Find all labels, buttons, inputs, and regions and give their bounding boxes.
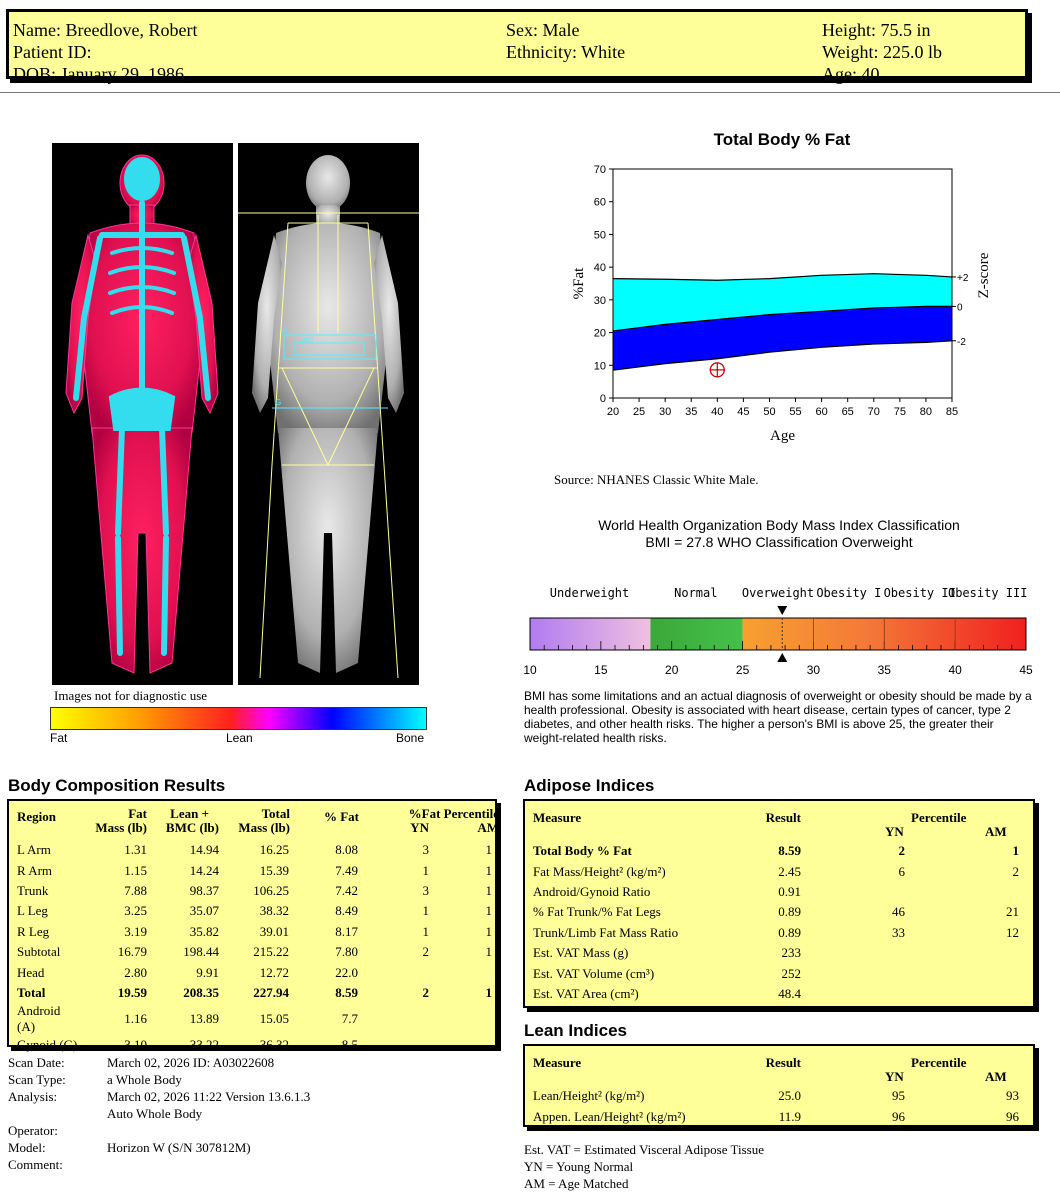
- table-row: [533, 963, 1019, 983]
- yn-percentile-cell: 1: [422, 923, 429, 939]
- bmi-tick-label: 15: [594, 663, 608, 677]
- fat-mass-cell: 3.19: [124, 923, 147, 939]
- x-tick-label: 30: [659, 406, 672, 418]
- x-axis-label: Age: [770, 428, 795, 444]
- result-cell: 11.9: [778, 1108, 801, 1124]
- bmi-category-label: Obesity I: [816, 586, 882, 600]
- x-tick-label: 25: [632, 406, 646, 418]
- region-cell: Subtotal: [17, 944, 61, 960]
- table-row: [17, 860, 492, 880]
- measure-cell: Lean/Height² (kg/m²): [533, 1088, 645, 1104]
- col-total-mass: [217, 807, 290, 835]
- am-percentile-cell: [429, 1035, 492, 1055]
- fat-mass-cell: 1.31: [124, 842, 147, 858]
- yn-percentile-cell: 2: [898, 843, 905, 859]
- table-row: [17, 962, 492, 982]
- result-cell: 0.89: [778, 924, 801, 940]
- scan-info-value: March 02, 2026 ID: A03022608: [107, 1055, 275, 1070]
- col-lean-bmc: [142, 807, 219, 835]
- abbreviation-note: YN = Young Normal: [524, 1159, 634, 1174]
- body-comp-title: Body Composition Results: [8, 776, 226, 795]
- col-total-line2: Mass (lb): [238, 820, 290, 835]
- patient-name: Name: Breedlove, Robert: [13, 20, 198, 40]
- bmi-tick-label: 10: [523, 663, 537, 677]
- scan-info: [8, 1054, 508, 1184]
- am-percentile-cell: 1: [1012, 843, 1019, 859]
- adipose-col-percentile: Percentile: [911, 810, 967, 825]
- am-percentile-cell: 21: [1006, 904, 1019, 920]
- scan-info-label: Analysis:: [8, 1089, 58, 1104]
- fat-mass-cell: 1.16: [124, 1011, 147, 1027]
- vat-region-label: VAT: [300, 336, 315, 345]
- lean-bmc-cell: 98.37: [189, 882, 219, 898]
- x-tick-label: 35: [685, 406, 698, 418]
- table-row: [533, 902, 1019, 922]
- total-mass-cell: 215.22: [253, 944, 289, 960]
- x-tick-label: 20: [606, 406, 620, 418]
- bmi-value-text: BMI = 27.8 WHO Classification Overweight: [645, 534, 913, 550]
- scan-info-value: [107, 1156, 310, 1173]
- am-percentile-cell: 1: [485, 923, 492, 939]
- z-score-axis-label: Z-score: [976, 252, 992, 299]
- gynoid-region-label: G: [275, 398, 282, 407]
- patient-dob: DOB: January 29, 1986: [13, 64, 184, 84]
- yn-percentile-cell: 2: [422, 944, 429, 960]
- chart-title: Total Body % Fat: [713, 130, 851, 149]
- result-cell: 0.89: [778, 904, 801, 920]
- fat-mass-cell: 16.79: [117, 944, 147, 960]
- pct-fat-cell: 7.42: [335, 882, 358, 898]
- am-percentile-cell: 1: [485, 903, 492, 919]
- am-percentile-cell: 96: [1006, 1108, 1019, 1124]
- col-percentile: %Fat Percentile: [408, 806, 499, 821]
- result-cell: 48.4: [778, 985, 801, 1001]
- x-tick-label: 55: [789, 406, 802, 418]
- region-cell: L Leg: [17, 903, 48, 919]
- total-mass-cell: 39.01: [259, 923, 289, 939]
- lean-bmc-cell: 35.82: [189, 923, 219, 939]
- measure-cell: Fat Mass/Height² (kg/m²): [533, 863, 666, 879]
- result-cell: 0.91: [778, 883, 801, 899]
- region-cell: R Leg: [17, 923, 50, 939]
- z-tick-label: -2: [957, 336, 966, 348]
- scan-info-value: a Whole Body: [107, 1072, 182, 1087]
- scale-label-bone: Bone: [396, 731, 425, 745]
- fat-mass-cell: 2.80: [124, 964, 147, 980]
- scale-label-lean: Lean: [226, 731, 253, 745]
- measure-cell: % Fat Trunk/% Fat Legs: [533, 904, 661, 920]
- y-tick-label: 50: [593, 229, 606, 242]
- adipose-col-am: AM: [985, 824, 1007, 839]
- table-row: [17, 840, 492, 860]
- pct-fat-cell: 22.0: [335, 964, 358, 980]
- am-percentile-cell: [905, 963, 1019, 983]
- table-row: [17, 1003, 492, 1035]
- bmi-scale: [520, 580, 1040, 680]
- abbreviation-note: Est. VAT = Estimated Visceral Adipose Tissue: [524, 1142, 764, 1157]
- diagnostic-disclaimer: Images not for diagnostic use: [54, 688, 208, 703]
- result-cell: 2.45: [778, 863, 801, 879]
- y-tick-label: 20: [593, 327, 606, 340]
- result-cell: 233: [781, 945, 801, 961]
- col-lean-line2: BMC (lb): [165, 820, 219, 835]
- lean-panel: [523, 1044, 1035, 1127]
- yn-percentile-cell: [801, 943, 905, 963]
- bmi-category-label: Overweight: [741, 586, 815, 600]
- am-percentile-cell: [429, 962, 492, 982]
- tissue-color-scale: [50, 707, 427, 730]
- body-comp-table: [17, 840, 492, 1056]
- bmi-tick-label: 40: [948, 663, 962, 677]
- scan-info-label: [8, 1105, 66, 1122]
- bmi-title: [540, 517, 1018, 551]
- measure-cell: Est. VAT Area (cm²): [533, 985, 639, 1001]
- scan-info-label: Scan Date:: [8, 1055, 65, 1070]
- am-percentile-cell: 1: [485, 842, 492, 858]
- measure-cell: Est. VAT Volume (cm³): [533, 965, 655, 981]
- adipose-panel: [523, 799, 1035, 1008]
- bmi-tick-label: 35: [877, 663, 891, 677]
- yn-percentile-cell: [358, 1003, 429, 1035]
- scan-info-label: Comment:: [8, 1157, 63, 1172]
- pct-fat-cell: 7.7: [341, 1011, 358, 1027]
- lean-col-measure: Measure: [533, 1055, 582, 1070]
- body-comp-panel: [7, 799, 499, 1053]
- am-percentile-cell: 93: [1006, 1088, 1019, 1104]
- scan-info-value: Auto Whole Body: [107, 1106, 203, 1121]
- table-row: [17, 922, 492, 942]
- lean-bmc-cell: 33.22: [189, 1037, 219, 1053]
- scan-info-value: Horizon W (S/N 307812M): [107, 1140, 251, 1155]
- region-cell: Total: [17, 984, 46, 1000]
- measure-cell: Est. VAT Mass (g): [533, 945, 629, 961]
- bmi-marker-bottom: [777, 653, 787, 662]
- fat-percentile-chart: [560, 155, 1000, 450]
- adipose-title: Adipose Indices: [524, 776, 655, 795]
- lean-bmc-cell: 9.91: [196, 964, 219, 980]
- bmi-tick-label: 20: [665, 663, 679, 677]
- bmi-heading: World Health Organization Body Mass Index Classification: [598, 517, 960, 533]
- y-tick-label: 40: [593, 262, 606, 275]
- table-row: [533, 943, 1019, 963]
- scale-label-fat: Fat: [50, 731, 68, 745]
- table-row: [533, 984, 1019, 1004]
- lean-col-am: AM: [985, 1069, 1007, 1084]
- total-mass-cell: 36.32: [259, 1037, 289, 1053]
- yn-percentile-cell: 46: [892, 904, 905, 920]
- lean-col-percentile: Percentile: [911, 1055, 967, 1070]
- x-tick-label: 45: [737, 406, 750, 418]
- table-row: [533, 841, 1019, 861]
- am-percentile-cell: 1: [485, 984, 492, 1000]
- region-cell: R Arm: [17, 862, 53, 878]
- pct-fat-cell: 8.49: [335, 903, 358, 919]
- yn-percentile-cell: 96: [892, 1108, 905, 1124]
- measure-cell: Trunk/Limb Fat Mass Ratio: [533, 924, 679, 940]
- lean-col-result: Result: [765, 1055, 801, 1070]
- fat-mass-cell: 3.25: [124, 903, 147, 919]
- am-percentile-cell: 1: [485, 862, 492, 878]
- pct-fat-cell: 8.17: [335, 923, 358, 939]
- lean-title: Lean Indices: [524, 1021, 627, 1040]
- scan-info-label: Model:: [8, 1140, 46, 1155]
- total-mass-cell: 16.25: [259, 842, 289, 858]
- header-divider: [0, 92, 1060, 93]
- col-fat-line2: Mass (lb): [95, 820, 147, 835]
- table-row: [533, 882, 1019, 902]
- am-percentile-cell: 2: [1012, 863, 1019, 879]
- pct-fat-cell: 7.80: [335, 944, 358, 960]
- table-row: [17, 901, 492, 921]
- y-tick-label: 30: [593, 294, 606, 307]
- table-row: [17, 1035, 492, 1055]
- pct-fat-cell: 7.49: [335, 862, 358, 878]
- am-percentile-cell: [905, 984, 1019, 1004]
- measure-cell: Android/Gynoid Ratio: [533, 883, 651, 899]
- result-cell: 252: [781, 965, 801, 981]
- bmi-category-label: Underweight: [549, 586, 630, 600]
- table-row: [17, 881, 492, 901]
- abbreviation-notes: [524, 1141, 764, 1192]
- col-yn: YN: [410, 820, 429, 835]
- region-cell: Trunk: [17, 882, 49, 898]
- y-tick-label: 10: [593, 360, 606, 373]
- table-row: [533, 861, 1019, 881]
- yn-percentile-cell: [358, 1035, 429, 1055]
- result-cell: 8.59: [778, 843, 801, 859]
- yn-percentile-cell: 33: [892, 924, 905, 940]
- lean-bmc-cell: 14.24: [189, 862, 219, 878]
- am-percentile-cell: 1: [485, 882, 492, 898]
- result-cell: 25.0: [778, 1088, 801, 1104]
- grayscale-scan: [238, 143, 419, 685]
- region-cell: Gynoid (G): [17, 1037, 78, 1053]
- lean-bmc-cell: 208.35: [183, 984, 219, 1000]
- patient-point-marker: [710, 363, 724, 377]
- region-cell: Android (A): [17, 1003, 61, 1035]
- yn-percentile-cell: 3: [422, 842, 429, 858]
- total-mass-cell: 15.05: [259, 1011, 289, 1027]
- lean-bmc-cell: 13.89: [189, 1011, 219, 1027]
- table-row: [533, 923, 1019, 943]
- lean-bmc-cell: 35.07: [189, 903, 219, 919]
- am-percentile-cell: 12: [1006, 924, 1019, 940]
- x-tick-label: 70: [867, 406, 880, 418]
- lean-bmc-cell: 198.44: [183, 944, 219, 960]
- pct-fat-cell: 8.59: [335, 984, 358, 1000]
- fat-mass-cell: 7.88: [124, 882, 147, 898]
- col-lean-line1: Lean +: [170, 806, 209, 821]
- yn-percentile-cell: 1: [422, 862, 429, 878]
- table-row: [17, 942, 492, 962]
- table-row: [533, 1086, 1019, 1106]
- measure-cell: Total Body % Fat: [533, 843, 632, 859]
- x-tick-label: 65: [841, 406, 854, 418]
- region-cell: Head: [17, 964, 45, 980]
- patient-header: [6, 9, 1028, 84]
- patient-id: Patient ID:: [13, 42, 92, 62]
- abbreviation-note: AM = Age Matched: [524, 1176, 629, 1191]
- x-tick-label: 40: [711, 406, 724, 418]
- patient-height: Height: 75.5 in: [822, 20, 931, 40]
- x-tick-label: 85: [945, 406, 959, 418]
- z-tick-label: +2: [957, 272, 969, 284]
- table-row: [17, 983, 492, 1003]
- am-percentile-cell: [429, 1003, 492, 1035]
- y-tick-label: 60: [593, 196, 606, 209]
- scan-info-value: [107, 1122, 310, 1139]
- am-percentile-cell: [905, 943, 1019, 963]
- bmi-category-label: Obesity II: [883, 586, 956, 600]
- yn-percentile-cell: [801, 882, 905, 902]
- x-tick-label: 60: [815, 406, 828, 418]
- total-mass-cell: 106.25: [253, 882, 289, 898]
- total-mass-cell: 38.32: [259, 903, 289, 919]
- region-cell: L Arm: [17, 842, 51, 858]
- bmi-category-label: Normal: [674, 586, 718, 600]
- bmi-note: BMI has some limitations and an actual diagnosis of overweight or obesity should be made by a health professional. Obesity is associated with heart disease, certain types of cancer, type 2 diabetes, and other health risks. The higher a person's BMI is above 25, the greater their weight-related health risks.: [524, 689, 1032, 745]
- lean-bmc-cell: 14.94: [189, 842, 219, 858]
- y-tick-label: 70: [593, 164, 606, 176]
- am-percentile-cell: [905, 882, 1019, 902]
- fat-mass-cell: 3.10: [124, 1037, 147, 1053]
- scan-info-label: Scan Type:: [8, 1072, 66, 1087]
- bmi-tick-label: 45: [1019, 663, 1033, 677]
- bmi-segment-underweight: [530, 618, 650, 650]
- yn-percentile-cell: [801, 984, 905, 1004]
- adipose-col-yn: YN: [885, 824, 904, 839]
- table-row: [533, 1106, 1019, 1126]
- col-fat-line1: Fat: [128, 806, 147, 821]
- patient-age: Age: 40: [822, 64, 880, 84]
- measure-cell: Appen. Lean/Height² (kg/m²): [533, 1108, 686, 1124]
- yn-percentile-cell: 1: [422, 903, 429, 919]
- adipose-table: [533, 841, 1019, 1004]
- x-tick-label: 80: [919, 406, 933, 418]
- col-total-line1: Total: [261, 806, 290, 821]
- col-am: AM: [477, 820, 499, 835]
- bmi-marker-top: [777, 606, 787, 615]
- bmi-tick-label: 30: [806, 663, 821, 677]
- total-mass-cell: 227.94: [253, 984, 289, 1000]
- yn-percentile-cell: 2: [422, 984, 429, 1000]
- col-pct-fat: % Fat: [323, 809, 359, 824]
- bmi-category-label: Obesity III: [947, 586, 1028, 600]
- fat-mass-cell: 19.59: [117, 984, 147, 1000]
- y-tick-label: 0: [599, 393, 606, 405]
- adipose-col-measure: Measure: [533, 810, 582, 825]
- fat-mass-cell: 1.15: [124, 862, 147, 878]
- lean-col-yn: YN: [885, 1069, 904, 1084]
- yn-percentile-cell: 3: [422, 882, 429, 898]
- am-percentile-cell: 1: [485, 944, 492, 960]
- color-composition-scan: [52, 143, 233, 685]
- lean-table: [533, 1086, 1019, 1127]
- scan-info-value: March 02, 2026 11:22 Version 13.6.1.3: [107, 1089, 311, 1104]
- col-region: Region: [17, 809, 56, 824]
- pct-fat-cell: 8.5: [341, 1037, 358, 1053]
- patient-sex: Sex: Male: [506, 20, 580, 40]
- yn-percentile-cell: [801, 963, 905, 983]
- total-mass-cell: 15.39: [259, 862, 289, 878]
- col-fat-mass: [72, 807, 147, 835]
- adipose-col-result: Result: [765, 810, 801, 825]
- yn-percentile-cell: 95: [892, 1088, 905, 1104]
- y-axis-label: %Fat: [571, 267, 587, 300]
- patient-ethnicity: Ethnicity: White: [506, 42, 626, 62]
- patient-weight: Weight: 225.0 lb: [822, 42, 943, 62]
- x-tick-label: 75: [893, 406, 906, 418]
- total-mass-cell: 12.72: [259, 964, 289, 980]
- yn-percentile-cell: [358, 962, 429, 982]
- chart-source: Source: NHANES Classic White Male.: [554, 472, 759, 487]
- z-tick-label: 0: [957, 302, 963, 314]
- scan-info-label: Operator:: [8, 1123, 58, 1138]
- x-tick-label: 50: [763, 406, 776, 418]
- pct-fat-cell: 8.08: [335, 842, 358, 858]
- yn-percentile-cell: 6: [898, 863, 905, 879]
- bmi-tick-label: 25: [735, 663, 750, 677]
- android-region-label: A: [282, 326, 288, 335]
